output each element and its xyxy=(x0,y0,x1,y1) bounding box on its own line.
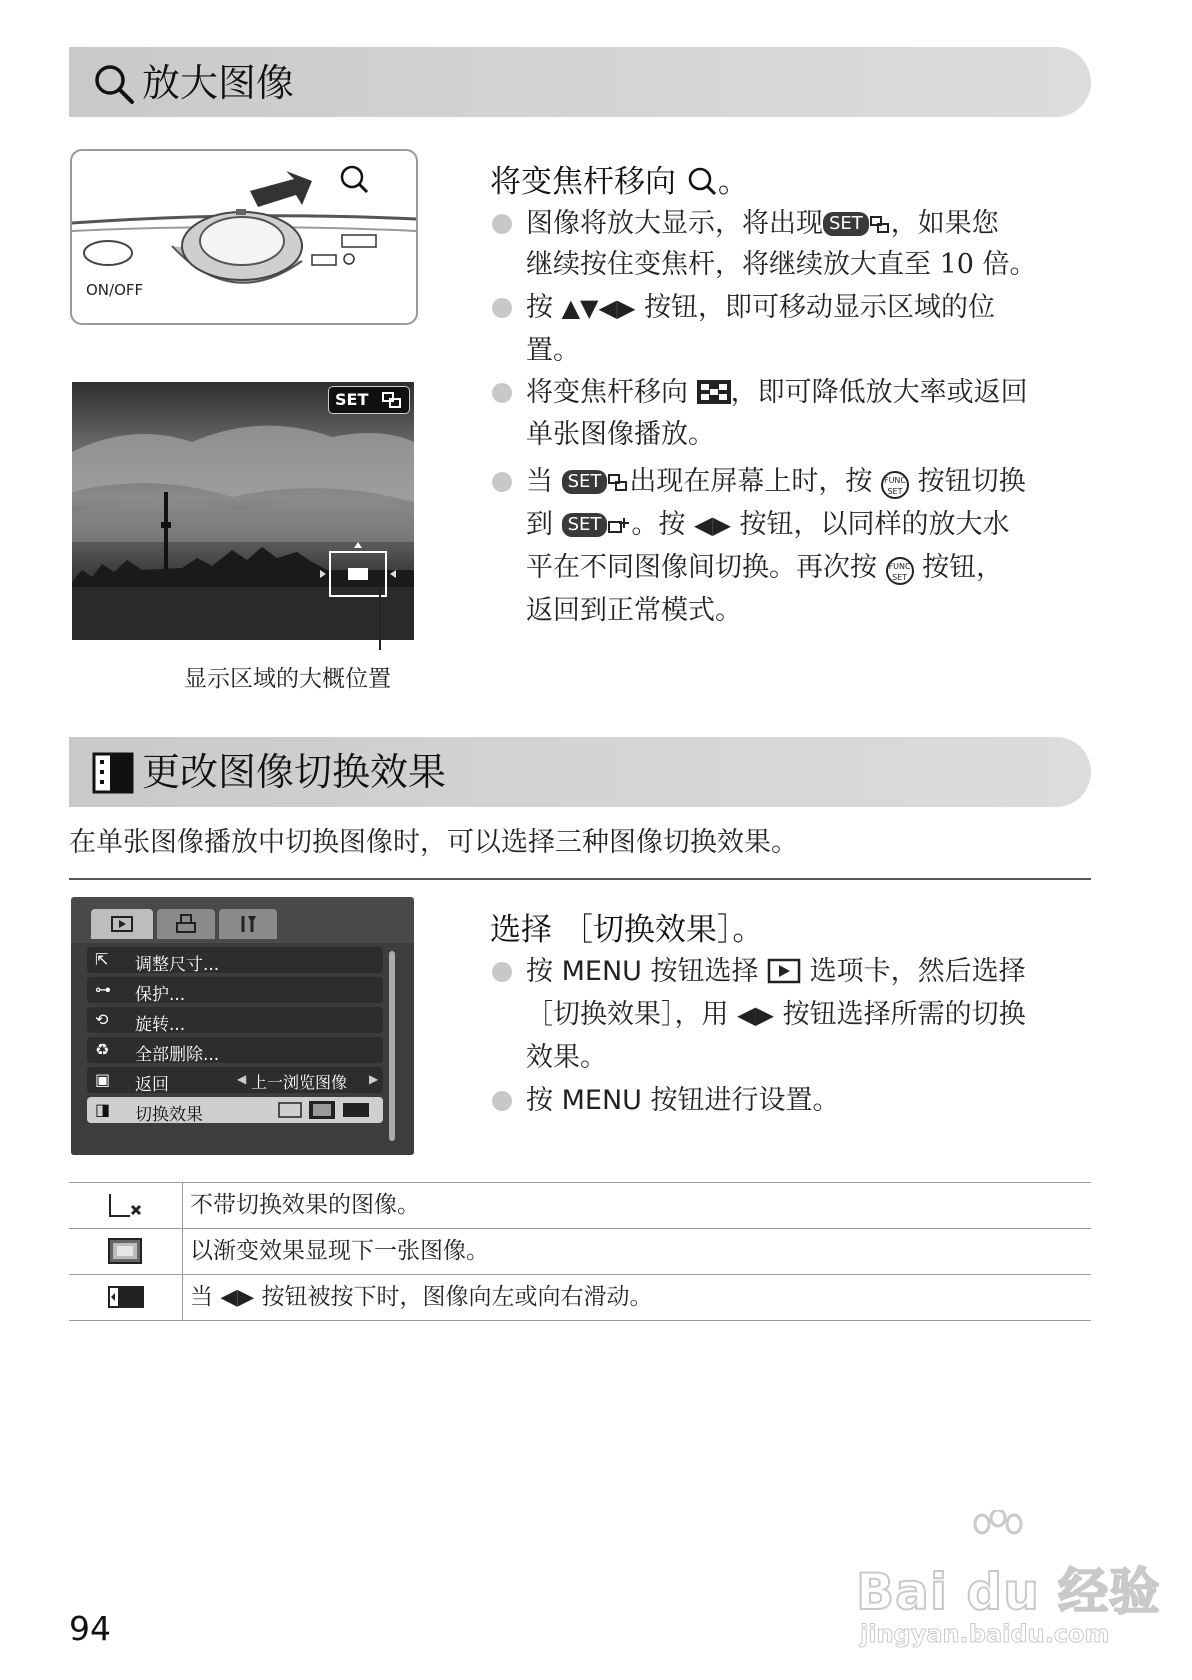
menu-item-rotate[interactable]: ⟲ 旋转... xyxy=(87,1007,383,1033)
menu-button-icon: MENU xyxy=(561,1085,642,1116)
skyline-image xyxy=(72,382,414,640)
watermark xyxy=(850,1510,1170,1650)
set-icon: SET xyxy=(562,513,608,537)
menu-item-resume[interactable]: ▣ 返回 ◀ 上一浏览图像 ▶ xyxy=(87,1067,383,1093)
bullet-line: 单张图像播放。 xyxy=(526,419,715,450)
intro-text: 在单张图像播放中切换图像时，可以选择三种图像切换效果。 xyxy=(69,827,798,858)
magnify-frame-icon xyxy=(381,391,403,409)
step-heading: 将变焦杆移向 。 xyxy=(490,164,749,200)
arrow-keys-icon: ▲▼◀▶ xyxy=(561,294,636,322)
resume-icon: ▣ xyxy=(95,1070,111,1089)
watermark-brand: Bai du 经验 xyxy=(856,1563,1161,1621)
bullet-line: 返回到正常模式。 xyxy=(526,595,742,626)
menu-tabs xyxy=(91,909,361,939)
print-icon xyxy=(175,914,197,934)
image-jump-icon xyxy=(607,516,631,536)
erase-icon: ♻ xyxy=(95,1040,110,1059)
bullet-dot xyxy=(492,214,512,234)
table-cell: 以渐变效果显现下一张图像。 xyxy=(190,1238,489,1264)
bullet-line: 按 ▲▼◀▶ 按钮，即可移动显示区域的位 xyxy=(526,292,996,323)
playback-icon xyxy=(111,916,133,932)
screen-caption: 显示区域的大概位置 xyxy=(184,666,391,692)
transition-options-icon xyxy=(277,1100,373,1120)
tools-icon xyxy=(237,914,259,934)
caption-pointer xyxy=(379,588,381,650)
menu-item-resize[interactable]: ⇱ 调整尺寸... xyxy=(87,947,383,973)
magnify-icon xyxy=(686,165,718,197)
arrow-keys-icon: ◀▶ xyxy=(220,1285,255,1310)
transition-icon: ◨ xyxy=(95,1100,111,1119)
menu-button-icon: MENU xyxy=(561,956,642,987)
table-cell: 当 ◀▶ 按钮被按下时，图像向左或向右滑动。 xyxy=(190,1284,653,1310)
table-cell: 不带切换效果的图像。 xyxy=(190,1192,420,1218)
section-title: 放大图像 xyxy=(142,61,295,105)
divider xyxy=(69,878,1091,880)
set-icon: SET xyxy=(823,212,869,236)
rotate-icon: ⟲ xyxy=(95,1010,109,1029)
no-effect-icon xyxy=(108,1192,144,1218)
menu-scrollbar[interactable] xyxy=(389,951,395,1141)
table-column-divider xyxy=(182,1182,183,1320)
bullet-dot xyxy=(492,472,512,492)
playback-screen xyxy=(72,382,414,640)
section-title: 更改图像切换效果 xyxy=(142,750,447,794)
arrow-keys-icon: ◀▶ xyxy=(737,1001,775,1029)
bullet-line: 继续按住变焦杆，将继续放大直至 10 倍。 xyxy=(526,249,1037,280)
bullet-line: 平在不同图像间切换。再次按 FUNC SET 按钮， xyxy=(526,552,1004,583)
slide-icon xyxy=(108,1284,144,1310)
menu-item-protect[interactable]: ⊶ 保护... xyxy=(87,977,383,1003)
step-heading: 选择 ［切换效果］。 xyxy=(490,912,764,948)
camera-illustration xyxy=(70,149,418,325)
page-number: 94 xyxy=(69,1609,111,1648)
table-border xyxy=(69,1274,1091,1275)
arrow-keys-icon: ◀▶ xyxy=(693,511,731,539)
bullet-line: 到 SET 。按 ◀▶ 按钮，以同样的放大水 xyxy=(526,509,1010,540)
magnify-icon xyxy=(92,62,136,106)
playback-tab-icon xyxy=(767,958,801,984)
func-set-button-icon: FUNC SET xyxy=(886,557,914,585)
tab-playback[interactable] xyxy=(91,909,153,939)
bullet-line: 按 MENU 按钮进行设置。 xyxy=(526,1085,840,1116)
watermark-url: jingyan.baidu.com xyxy=(860,1620,1110,1648)
bullet-line: 按 MENU 按钮选择 选项卡，然后选择 xyxy=(526,956,1026,987)
bullet-dot xyxy=(492,298,512,318)
bullet-dot xyxy=(492,383,512,403)
bullet-dot xyxy=(492,962,512,982)
bullet-line: 效果。 xyxy=(526,1042,607,1073)
bullet-dot xyxy=(492,1091,512,1111)
onoff-label: ON/OFF xyxy=(86,281,144,299)
menu-item-value: 上一浏览图像 xyxy=(251,1073,348,1092)
bullet-line: 置。 xyxy=(526,335,580,366)
set-magnify-badge xyxy=(328,386,410,414)
magnify-frame-icon xyxy=(869,215,891,235)
menu-value-right-arrow: ▶ xyxy=(369,1072,379,1086)
fade-icon xyxy=(108,1238,142,1264)
set-icon: SET xyxy=(562,470,608,494)
bullet-line: 将变焦杆移向 ，即可降低放大率或返回 xyxy=(526,377,1028,408)
tab-settings[interactable] xyxy=(219,909,277,939)
magnify-frame-icon xyxy=(607,473,629,493)
menu-item-erase-all[interactable]: ♻ 全部删除... xyxy=(87,1037,383,1063)
key-icon: ⊶ xyxy=(95,980,111,999)
bullet-line: 当 SET 出现在屏幕上时，按 FUNC SET 按钮切换 xyxy=(526,466,1026,497)
bullet-line: 图像将放大显示，将出现 SET ，如果您 xyxy=(526,208,999,239)
index-grid-icon xyxy=(697,380,731,404)
table-border xyxy=(69,1320,1091,1321)
set-label: SET xyxy=(335,390,369,409)
table-border xyxy=(69,1182,1091,1183)
menu-value-left-arrow: ◀ xyxy=(237,1072,247,1086)
menu-item-transition[interactable]: ◨ 切换效果 xyxy=(87,1097,383,1123)
menu-screen xyxy=(71,897,414,1155)
resize-icon: ⇱ xyxy=(95,950,109,969)
menu-list xyxy=(71,943,414,1155)
func-set-button-icon: FUNC SET xyxy=(881,471,909,499)
bullet-line: ［切换效果］，用 ◀▶ 按钮选择所需的切换 xyxy=(526,999,1026,1030)
transition-icon xyxy=(92,752,134,794)
tab-print[interactable] xyxy=(157,909,215,939)
table-border xyxy=(69,1228,1091,1229)
